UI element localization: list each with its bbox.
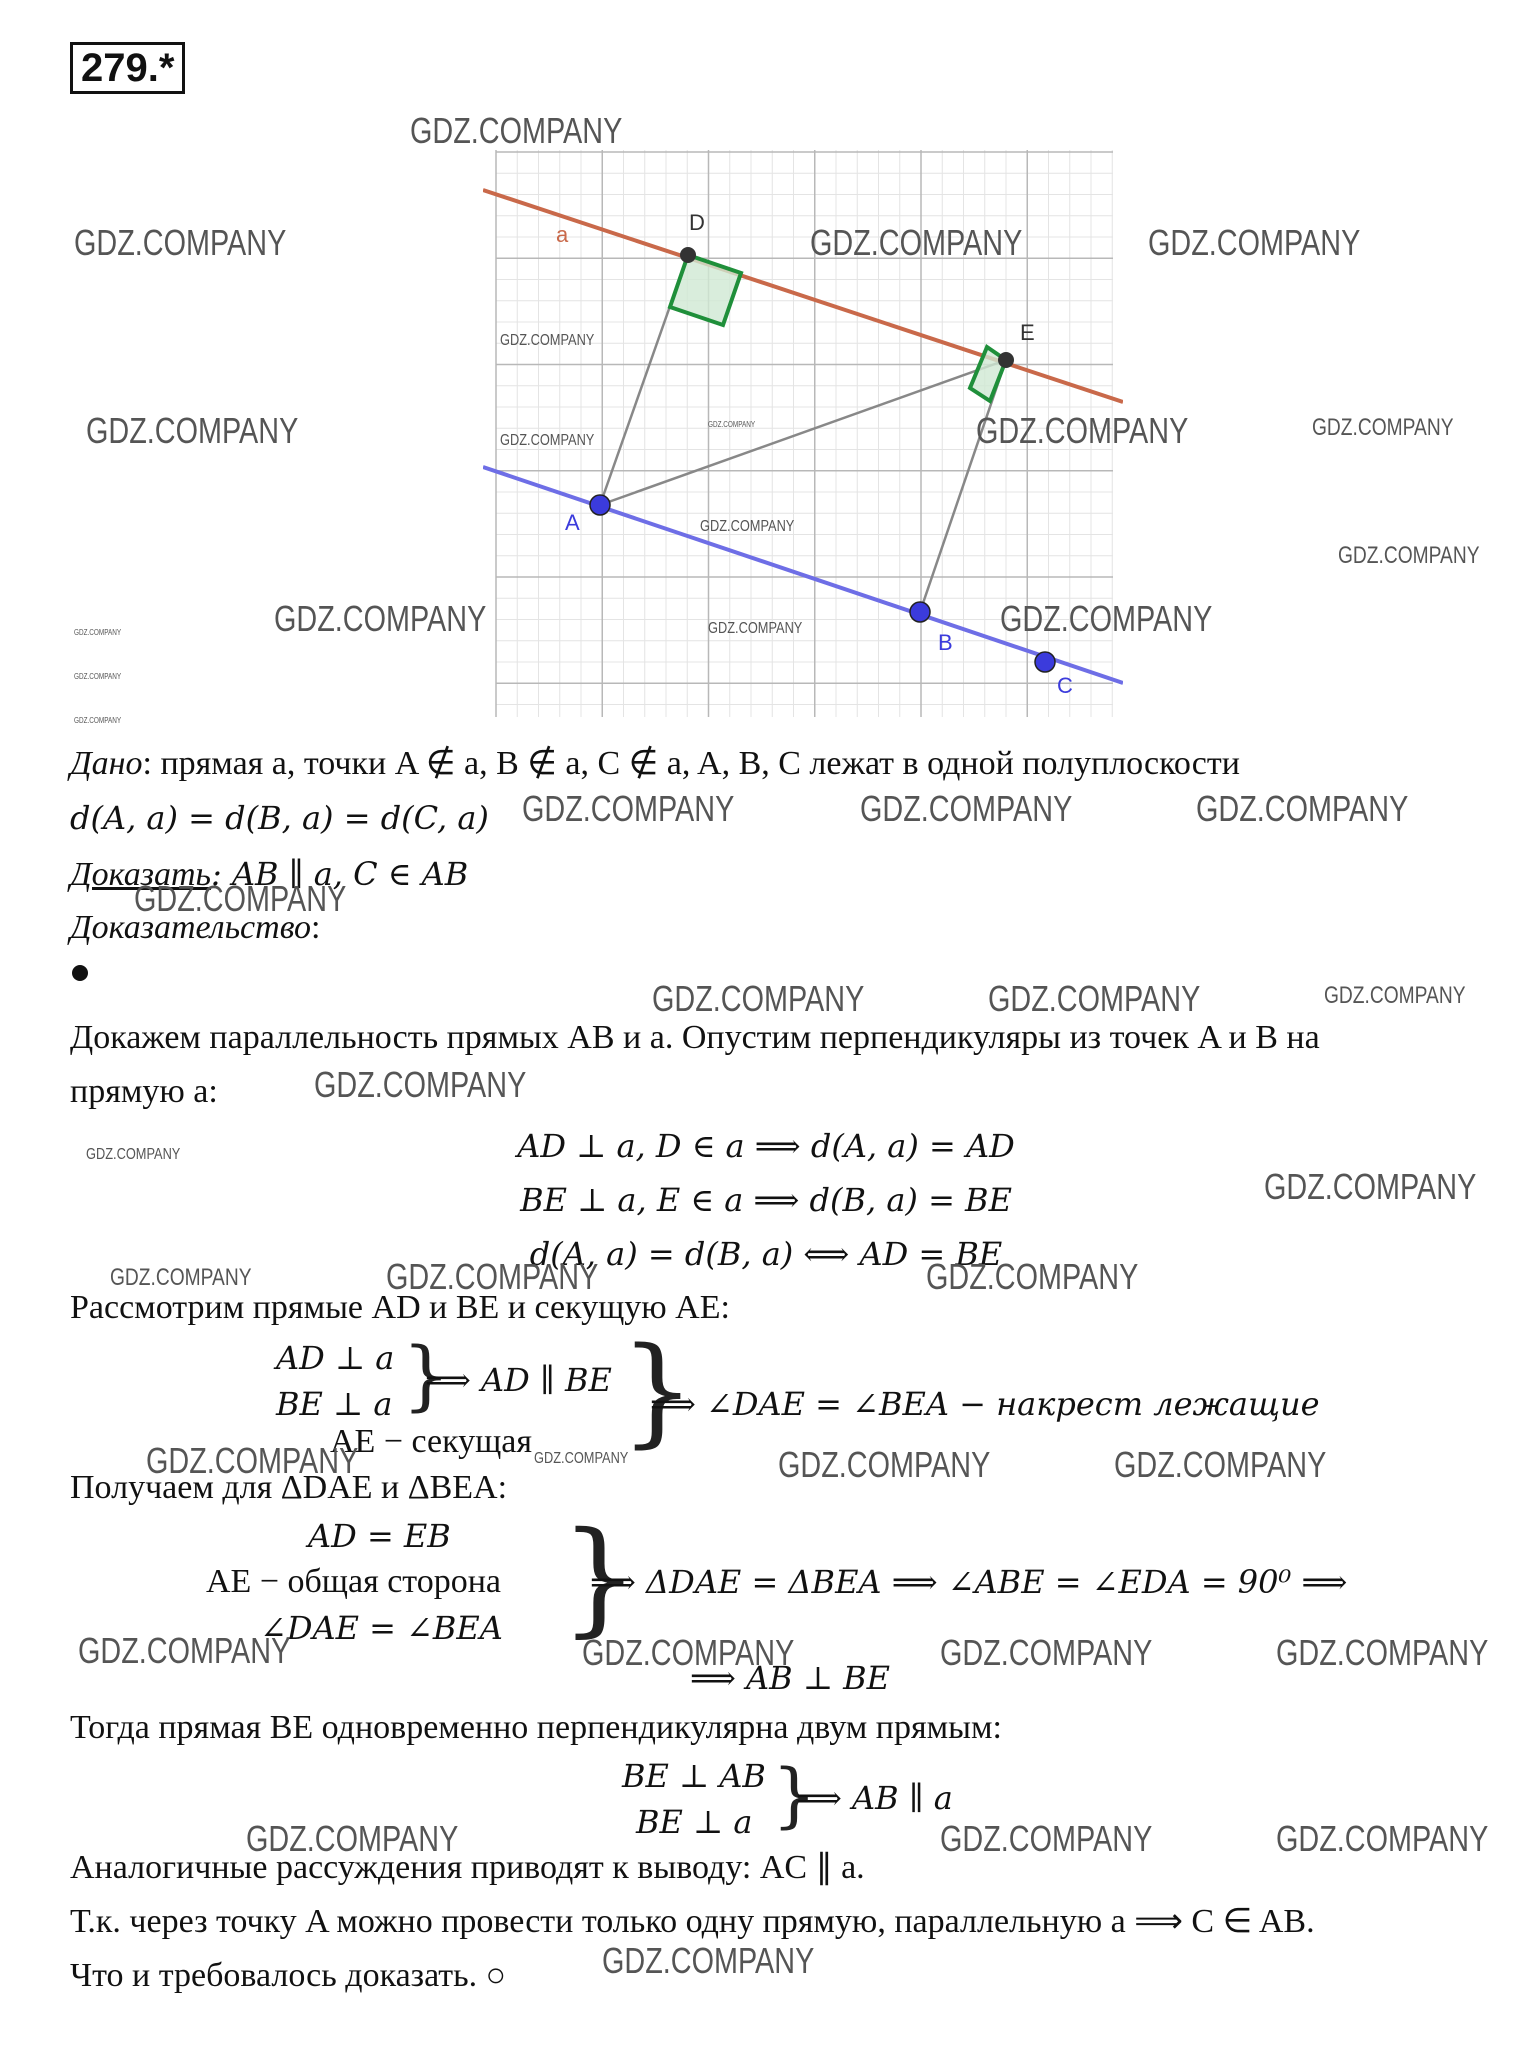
watermark-6: GDZ.COMPANY: [86, 410, 299, 451]
system1-line-1: AD ⊥ a: [276, 1339, 395, 1377]
prove-label: Доказать: [70, 856, 211, 893]
watermark-40: GDZ.COMPANY: [246, 1818, 459, 1859]
problem-number-badge: 279.*: [70, 42, 185, 94]
paragraph-2: Рассмотрим прямые AD и BE и секущую AE:: [70, 1289, 730, 1326]
paragraph-7: Что и требовалось доказать. ○: [70, 1957, 507, 1994]
right-angle-d: [670, 255, 741, 325]
watermark-20: GDZ.COMPANY: [860, 788, 1073, 829]
proof-label: Доказательство: [70, 909, 312, 946]
watermark-24: GDZ.COMPANY: [988, 978, 1201, 1019]
watermark-27: GDZ.COMPANY: [86, 1146, 181, 1163]
watermark-17: GDZ.COMPANY: [74, 672, 122, 681]
system2-line-3: ∠DAE = ∠BEA: [260, 1609, 503, 1647]
watermark-43: GDZ.COMPANY: [602, 1940, 815, 1981]
watermark-16: GDZ.COMPANY: [74, 628, 122, 637]
watermark-34: GDZ.COMPANY: [778, 1444, 991, 1485]
system1-result-text: ⟹ ∠DAE = ∠BEA − накрест лежащие: [650, 1385, 1320, 1423]
point-a: [590, 495, 610, 515]
watermark-21: GDZ.COMPANY: [1196, 788, 1409, 829]
watermark-12: GDZ.COMPANY: [1338, 542, 1480, 569]
paragraph-1b: прямую a:: [70, 1073, 218, 1110]
watermark-18: GDZ.COMPANY: [74, 716, 122, 725]
system1-inner-brace: }: [402, 1330, 451, 1419]
given-line-1: [70, 742, 1532, 786]
equation-2: BE ⊥ a, E ∈ a ⟹ d(B, a) = BE: [520, 1181, 1012, 1219]
watermark-35: GDZ.COMPANY: [1114, 1444, 1327, 1485]
prove-text: : AB ∥ a, C ∈ AB: [210, 855, 469, 893]
label-c: C: [1057, 673, 1073, 698]
watermark-38: GDZ.COMPANY: [940, 1632, 1153, 1673]
given-label: Дано: [70, 745, 143, 782]
system3-line-1: BE ⊥ AB: [622, 1757, 766, 1795]
label-b: B: [938, 630, 953, 655]
point-d: [680, 247, 696, 263]
system2-line-1: AD = EB: [308, 1517, 451, 1555]
point-e: [998, 352, 1014, 368]
paragraph-5: Аналогичные рассуждения приводят к выводу: AC ∥ a.: [70, 1849, 865, 1886]
watermark-23: GDZ.COMPANY: [652, 978, 865, 1019]
given-line-2: d(A, a) = d(B, a) = d(C, a): [70, 799, 489, 837]
watermark-2: GDZ.COMPANY: [74, 222, 287, 263]
watermark-19: GDZ.COMPANY: [522, 788, 735, 829]
system2-brace: }: [560, 1506, 639, 1650]
paragraph-6: Т.к. через точку A можно провести только одну прямую, параллельную a ⟹ C ∈ AB.: [70, 1903, 1315, 1940]
watermark-41: GDZ.COMPANY: [940, 1818, 1153, 1859]
watermark-7: GDZ.COMPANY: [500, 432, 595, 449]
watermark-37: GDZ.COMPANY: [582, 1632, 795, 1673]
watermark-39: GDZ.COMPANY: [1276, 1632, 1489, 1673]
system1-line-2: BE ⊥ a: [276, 1385, 393, 1423]
system2-result: ⟹ ΔDAE = ΔBEA ⟹ ∠ABE = ∠EDA = 90⁰ ⟹: [590, 1563, 1348, 1601]
bullet-marker: [72, 965, 88, 981]
equation-1: AD ⊥ a, D ∈ a ⟹ d(A, a) = AD: [517, 1127, 1015, 1165]
system1-outer-brace: }: [620, 1321, 696, 1459]
watermark-31: GDZ.COMPANY: [926, 1256, 1139, 1297]
watermark-22: GDZ.COMPANY: [134, 878, 347, 919]
label-a-line: a: [556, 222, 569, 247]
system1-result: [650, 1382, 1320, 1427]
watermark-32: GDZ.COMPANY: [146, 1440, 359, 1481]
system2-line-2: AE − общая сторона: [206, 1563, 501, 1600]
segment-ae: [600, 360, 1006, 505]
watermark-13: GDZ.COMPANY: [274, 598, 487, 639]
watermark-29: GDZ.COMPANY: [110, 1264, 252, 1291]
watermark-3: GDZ.COMPANY: [810, 222, 1023, 263]
watermark-36: GDZ.COMPANY: [78, 1630, 291, 1671]
system1-line-3: AE − секущая: [330, 1423, 533, 1460]
watermark-11: GDZ.COMPANY: [700, 518, 795, 535]
watermark-8: GDZ.COMPANY: [708, 420, 756, 429]
paragraph-3: Получаем для ΔDAE и ΔBEA:: [70, 1469, 508, 1506]
watermark-26: GDZ.COMPANY: [314, 1064, 527, 1105]
watermark-5: GDZ.COMPANY: [500, 332, 595, 349]
label-a-point: A: [565, 510, 580, 535]
watermark-9: GDZ.COMPANY: [976, 410, 1189, 451]
watermark-15: GDZ.COMPANY: [1000, 598, 1213, 639]
given-text: : прямая a, точки A ∉ a, B ∉ a, C ∉ a, A, B, C лежат в одной полуплоскости: [142, 745, 1240, 782]
watermark-1: GDZ.COMPANY: [410, 110, 623, 151]
watermark-28: GDZ.COMPANY: [1264, 1166, 1477, 1207]
system2-result-2: ⟹ AB ⊥ BE: [690, 1659, 890, 1697]
proof-colon: :: [311, 909, 321, 946]
system1-middle: ⟹ AD ∥ BE: [425, 1361, 612, 1399]
paragraph-1a: Докажем параллельность прямых AB и a. Опустим перпендикуляры из точек A и B на: [70, 1019, 1320, 1056]
label-d: D: [689, 210, 705, 235]
watermark-33: GDZ.COMPANY: [534, 1450, 629, 1467]
watermark-14: GDZ.COMPANY: [708, 620, 803, 637]
watermark-4: GDZ.COMPANY: [1148, 222, 1361, 263]
paragraph-4: Тогда прямая BE одновременно перпендикулярна двум прямым:: [70, 1709, 1002, 1746]
watermark-42: GDZ.COMPANY: [1276, 1818, 1489, 1859]
point-b: [910, 602, 930, 622]
system3-line-2: BE ⊥ a: [636, 1803, 753, 1841]
system3-result: ⟹ AB ∥ a: [796, 1779, 953, 1817]
watermark-30: GDZ.COMPANY: [386, 1256, 599, 1297]
label-e: E: [1020, 320, 1035, 345]
equation-3: d(A, a) = d(B, a) ⟺ AD = BE: [529, 1235, 1003, 1273]
point-c: [1035, 652, 1055, 672]
system3-brace: }: [772, 1754, 817, 1836]
watermark-25: GDZ.COMPANY: [1324, 982, 1466, 1009]
watermark-10: GDZ.COMPANY: [1312, 414, 1454, 441]
